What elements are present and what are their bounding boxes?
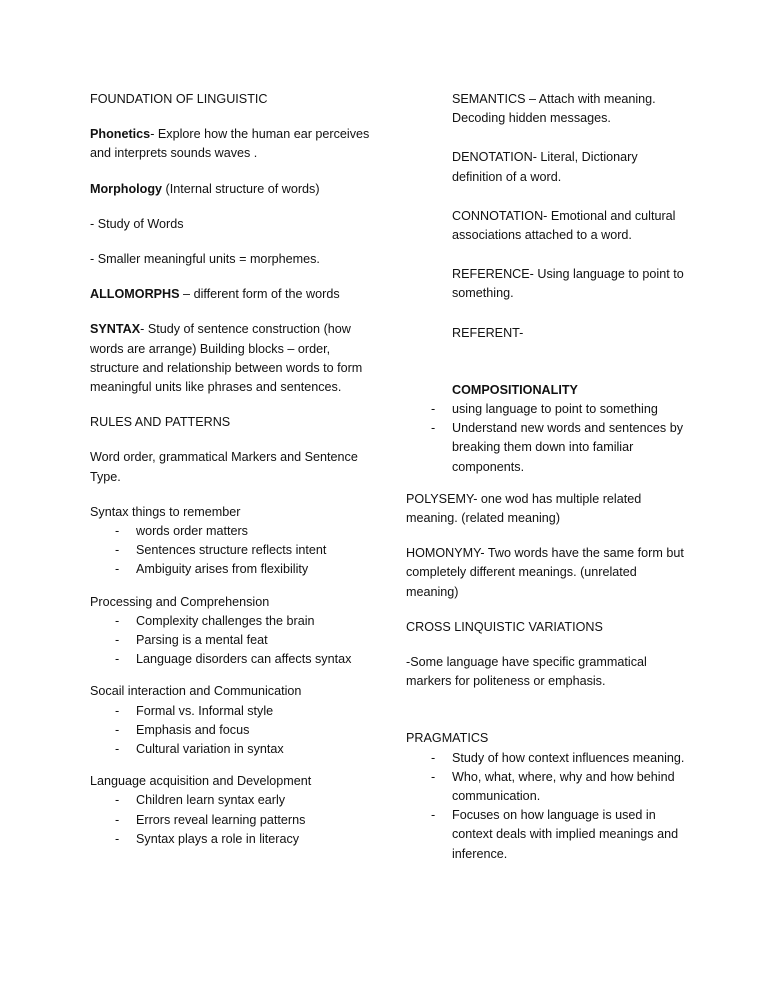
allomorphs-term: ALLOMORPHS — [90, 287, 180, 302]
connotation-paragraph: CONNOTATION- Emotional and cultural associations attached to a word. — [452, 208, 676, 243]
list-item: - Study of how context influences meaning. — [406, 749, 686, 768]
list-item: - Formal vs. Informal style — [90, 702, 372, 721]
allomorphs-definition: – different form of the words — [179, 287, 340, 302]
social-heading: Socail interaction and Communication — [90, 684, 302, 699]
cross-linguistic-heading: CROSS LINQUISTIC VARIATIONS — [406, 619, 603, 634]
processing-heading: Processing and Comprehension — [90, 594, 270, 609]
reference-paragraph: REFERENCE- Using language to point to something. — [452, 267, 684, 301]
phonetics-definition: - Explore how the human ear perceives and interprets sounds waves . — [90, 127, 370, 161]
right-column — [406, 90, 686, 864]
denotation-paragraph: DENOTATION- Literal, Dictionary definition of a word. — [452, 150, 638, 184]
list-item: - Who, what, where, why and how behind communication. — [406, 768, 686, 806]
morphology-term: Morphology — [90, 181, 163, 196]
morphology-paragraph — [90, 180, 372, 199]
acquisition-heading: Language acquisition and Development — [90, 774, 312, 789]
pragmatics-list — [406, 749, 686, 864]
semantics-paragraph: SEMANTICS – Attach with meaning. Decoding hidden messages. — [452, 92, 656, 126]
remember-heading: Syntax things to remember — [90, 504, 241, 519]
rules-heading: RULES AND PATTERNS — [90, 415, 231, 430]
syntax-term: SYNTAX — [90, 322, 141, 337]
list-item: - Children learn syntax early — [90, 791, 372, 810]
document-title: FOUNDATION OF LINGUISTIC — [90, 92, 268, 106]
phonetics-term: Phonetics — [90, 127, 151, 142]
social-list — [90, 702, 372, 760]
list-item: - Language disorders can affects syntax — [90, 650, 372, 669]
allomorphs-paragraph — [90, 285, 372, 304]
list-item: - using language to point to something — [406, 400, 686, 419]
morphology-line-2: - Smaller meaningful units = morphemes. — [90, 252, 320, 267]
compositionality-list — [406, 400, 686, 477]
list-item: - Cultural variation in syntax — [90, 740, 372, 759]
list-item: - Ambiguity arises from flexibility — [90, 560, 372, 579]
morphology-line-1: - Study of Words — [90, 216, 184, 231]
cross-linguistic-text: -Some language have specific grammatical markers for politeness or emphasis. — [406, 655, 647, 689]
list-item: - Complexity challenges the brain — [90, 612, 372, 631]
left-column — [90, 90, 372, 849]
acquisition-list — [90, 791, 372, 849]
list-item: - words order matters — [90, 522, 372, 541]
list-item: - Emphasis and focus — [90, 721, 372, 740]
referent-paragraph: REFERENT- — [452, 325, 524, 340]
list-item: - Focuses on how language is used in context deals with implied meanings and inference. — [406, 806, 686, 864]
list-item: - Sentences structure reflects intent — [90, 541, 372, 560]
syntax-paragraph — [90, 320, 372, 397]
remember-list — [90, 522, 372, 580]
morphology-definition: (Internal structure of words) — [162, 181, 320, 196]
compositionality-heading — [406, 381, 686, 400]
list-item: - Parsing is a mental feat — [90, 631, 372, 650]
list-item: - Syntax plays a role in literacy — [90, 830, 372, 849]
compositionality-term: COMPOSITIONALITY — [452, 382, 578, 397]
list-item: - Understand new words and sentences by breaking them down into familiar components. — [406, 419, 686, 477]
phonetics-paragraph — [90, 125, 372, 163]
polysemy-paragraph: POLYSEMY- one wod has multiple related meaning. (related meaning) — [406, 491, 642, 526]
homonymy-paragraph: HOMONYMY- Two words have the same form but completely different meanings. (unrelated meaning) — [406, 546, 684, 599]
pragmatics-heading: PRAGMATICS — [406, 731, 489, 746]
processing-list — [90, 612, 372, 670]
syntax-definition: - Study of sentence construction (how words are arrange) Building blocks – order, structure and relationship between words to form meaningful units like phrases and sentences. — [90, 322, 363, 395]
rules-text: Word order, grammatical Markers and Sentence Type. — [90, 450, 358, 484]
list-item: - Errors reveal learning patterns — [90, 811, 372, 830]
